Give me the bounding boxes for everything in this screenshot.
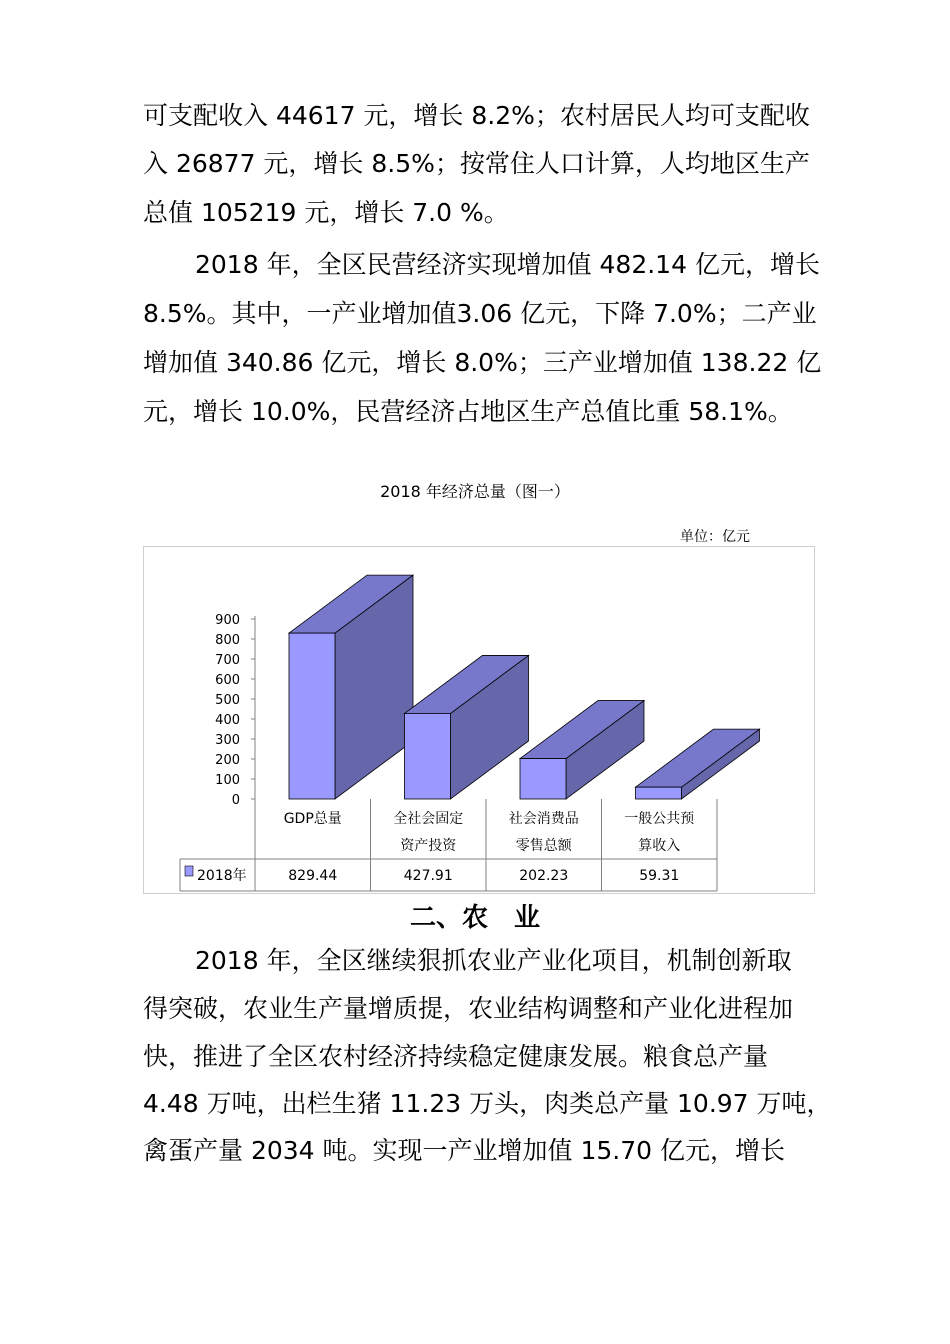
section-heading: 二、农 业 <box>409 903 540 933</box>
y-tick-label: 200 <box>215 753 240 768</box>
text-line: 4.48 万吨，出栏生猪 11.23 万头，肉类总产量 10.97 万吨， <box>143 1089 832 1118</box>
y-tick-label: 300 <box>215 733 240 748</box>
text-line: 2018 年，全区继续狠抓农业产业化项目，机制创新取 <box>195 946 792 975</box>
legend-key <box>185 866 193 876</box>
text-line: 8.5%。其中，一产业增加值3.06 亿元，下降 7.0%；二产业 <box>143 299 817 328</box>
bar <box>405 713 451 799</box>
category-label: 算收入 <box>638 838 681 854</box>
category-label: 社会消费品 <box>508 811 579 827</box>
legend-label: 2018年 <box>197 868 247 884</box>
text-line: 2018 年，全区民营经济实现增加值 482.14 亿元，增长 <box>195 250 820 279</box>
text-line: 入 26877 元，增长 8.5%；按常住人口计算，人均地区生产 <box>143 149 810 178</box>
category-label: GDP总量 <box>283 811 342 827</box>
y-tick-label: 100 <box>215 773 240 788</box>
text-line: 元，增长 10.0%，民营经济占地区生产总值比重 58.1%。 <box>143 397 793 426</box>
bar <box>636 787 682 799</box>
y-tick-label: 500 <box>215 693 240 708</box>
data-label: 427.91 <box>403 868 453 884</box>
data-label: 202.23 <box>519 868 569 884</box>
category-label: 一般公共预 <box>624 811 695 827</box>
chart-unit: 单位：亿元 <box>680 529 750 545</box>
data-label: 59.31 <box>639 868 680 884</box>
economy-chart <box>143 546 815 894</box>
data-label: 829.44 <box>288 868 338 884</box>
text-line: 增加值 340.86 亿元，增长 8.0%；三产业增加值 138.22 亿 <box>143 348 822 377</box>
category-label: 零售总额 <box>515 838 572 854</box>
text-line: 可支配收入 44617 元，增长 8.2%；农村居民人均可支配收 <box>143 101 810 130</box>
bar <box>520 759 566 799</box>
y-tick-label: 700 <box>215 653 240 668</box>
y-tick-label: 800 <box>215 633 240 648</box>
y-tick-label: 900 <box>215 613 240 628</box>
text-line: 总值 105219 元，增长 7.0 %。 <box>143 198 509 227</box>
y-tick-label: 0 <box>231 793 240 808</box>
y-tick-label: 600 <box>215 673 240 688</box>
category-label: 资产投资 <box>400 838 457 854</box>
y-tick-label: 400 <box>215 713 240 728</box>
text-line: 得突破，农业生产量增质提，农业结构调整和产业化进程加 <box>143 994 794 1023</box>
category-label: 全社会固定 <box>393 811 464 827</box>
chart-caption: 2018 年经济总量（图一） <box>380 482 570 501</box>
text-line: 禽蛋产量 2034 吨。实现一产业增加值 15.70 亿元，增长 <box>143 1136 785 1165</box>
bar <box>289 633 335 799</box>
text-line: 快，推进了全区农村经济持续稳定健康发展。粮食总产量 <box>143 1042 769 1071</box>
